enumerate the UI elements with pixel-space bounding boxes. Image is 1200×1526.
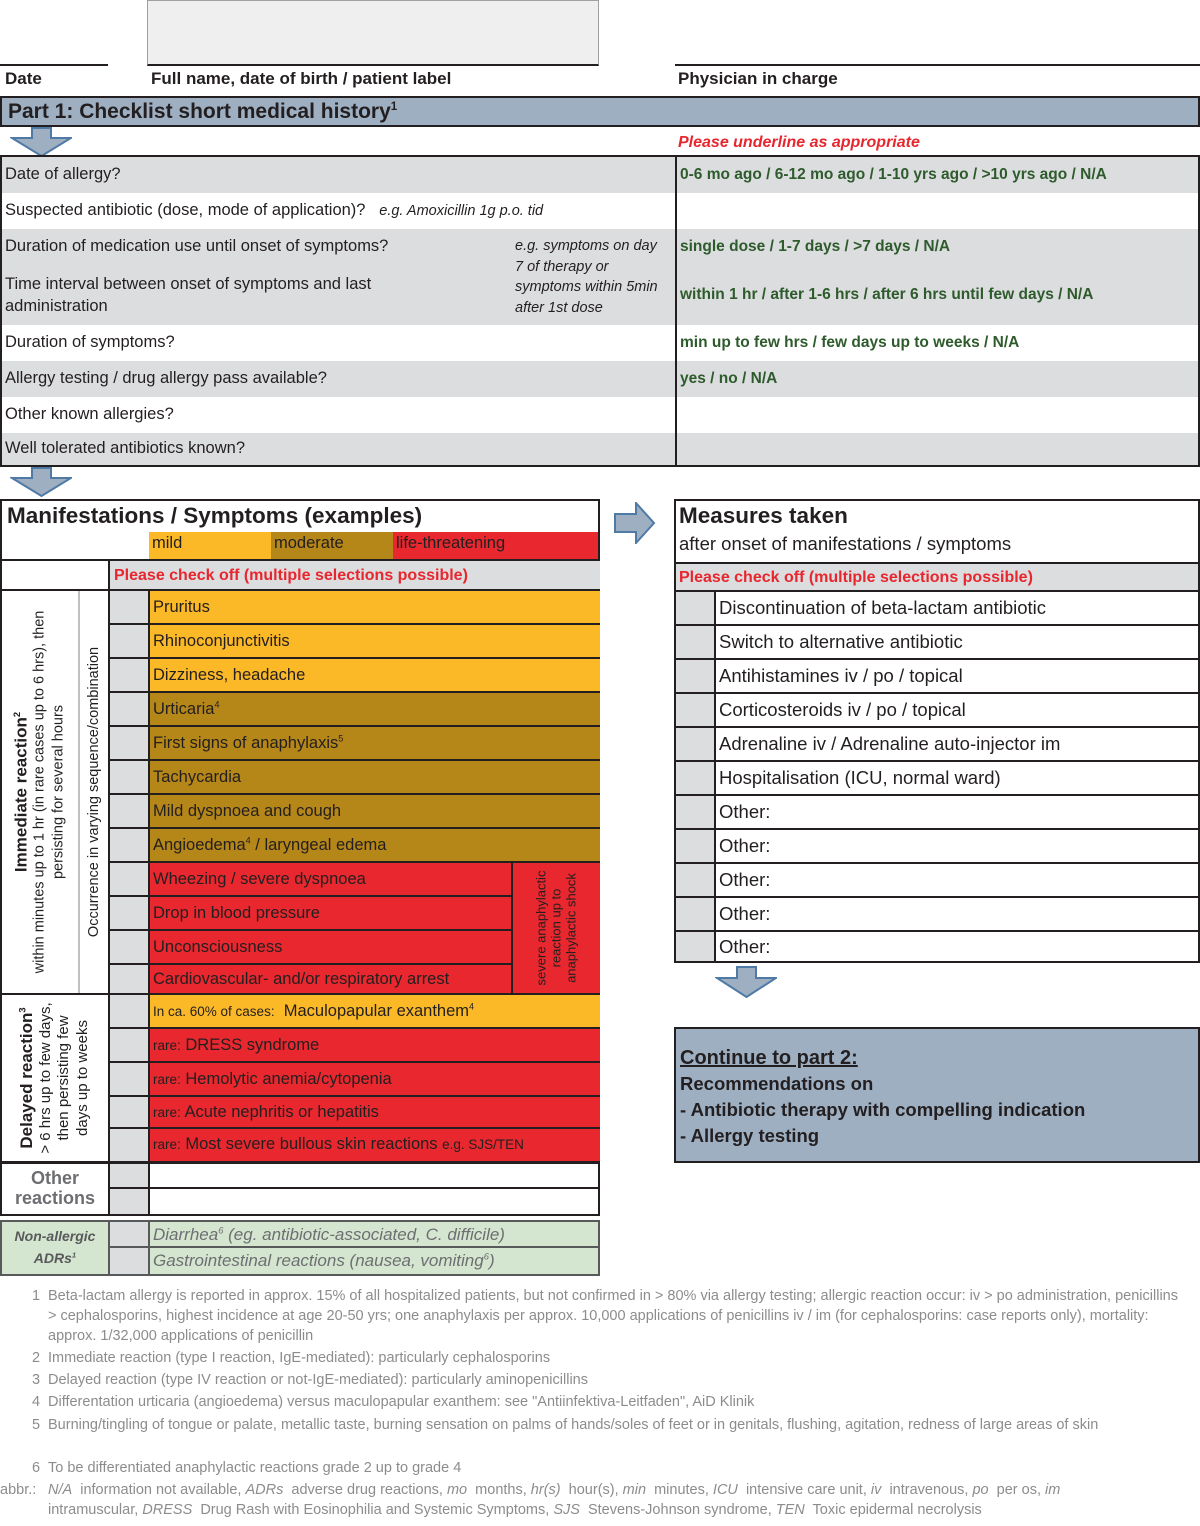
legend-life-threatening: life-threatening [393,532,598,559]
checkbox[interactable] [110,727,150,761]
part1-title: Part 1: Checklist short medical history$^1$ [0,96,1200,127]
history-table [0,155,1200,467]
abbreviation-term: im [1045,1482,1061,1498]
patient-label: Full name, date of birth / patient label [151,69,452,88]
history-question: Suspected antibiotic (dose, mode of application)? e.g. Amoxicillin 1g p.o. tid [5,201,544,219]
continue-line: - Allergy testing [680,1125,820,1146]
checkbox[interactable] [110,1029,150,1063]
measures-list [676,592,1200,961]
abbreviation-meaning: per os, [988,1482,1046,1498]
footnote-number: 2 [32,1350,41,1366]
checkbox[interactable] [110,1222,150,1248]
abbreviation-term: min [622,1482,647,1498]
history-question: Allergy testing / drug allergy pass available? [5,369,327,387]
non-allergic-block [0,1220,600,1276]
other-reaction-field[interactable] [150,1164,598,1189]
checkbox[interactable] [110,897,150,931]
checkbox[interactable] [110,995,150,1029]
checkbox[interactable] [110,1248,150,1274]
non-allergic-label: Non-allergic ADRs$^1$ [14,1228,96,1266]
checkbox[interactable] [676,932,716,961]
history-row-timing [2,229,1198,325]
symptom-item: Mild dyspnoea and cough [150,795,600,829]
history-question: Duration of medication use until onset of symptoms? [5,237,389,255]
continue-title[interactable]: Continue to part 2: [680,1047,858,1069]
measure-item-other[interactable]: Other: [676,932,1200,961]
abbreviation-meaning: Drug Rash with Eosinophilia and Systemic Symptoms, [192,1502,554,1518]
column-divider [675,157,677,465]
immediate-reaction-label [2,591,78,993]
arrow-down-icon [715,966,777,998]
abbreviation-term: hr(s) [530,1482,561,1498]
other-reactions-label: Other reactions [14,1168,96,1208]
history-answer-options[interactable]: yes / no / N/A [680,370,778,387]
checkbox[interactable] [110,761,150,795]
measure-item: Switch to alternative antibiotic [676,626,1200,660]
arrow-right-icon [614,502,656,544]
checkbox[interactable] [110,863,150,897]
checkbox[interactable] [110,659,150,693]
history-question: Duration of symptoms? [5,333,175,351]
history-question: Date of allergy? [5,165,121,183]
symptom-item: Unconsciousness [150,931,513,965]
physician-label: Physician in charge [678,69,838,88]
delayed-reaction-title: Delayed reaction$^3$ [17,1007,36,1149]
delayed-reaction-subtitle: > 6 hrs up to few days, then persisting few days up to weeks [36,1002,91,1154]
symptom-item: First signs of anaphylaxis$^5$ [150,727,600,761]
abbreviation-term: TEN [775,1502,805,1518]
other-reactions-block [0,1161,600,1216]
checkbox[interactable] [110,1189,150,1214]
footnote-number: 4 [32,1394,41,1410]
history-row [2,433,1198,465]
checkbox[interactable] [110,1164,150,1189]
history-answer-options[interactable]: min up to few hrs / few days up to weeks / N/A [680,334,1020,351]
footnote-text: To be differentiated anaphylactic reactions grade 2 up to grade 4 [48,1460,462,1476]
delayed-reaction-block [0,993,600,1163]
abbreviations-label: abbr.: [0,1482,37,1498]
footnote-number: 5 [32,1417,41,1433]
measure-item: Discontinuation of beta-lactam antibiotic [676,592,1200,626]
history-answer-options[interactable]: 0-6 mo ago / 6-12 mo ago / 1-10 yrs ago / >10 yrs ago / N/A [680,166,1107,183]
abbreviation-meaning: hour(s), [560,1482,623,1498]
date-label: Date [5,69,42,88]
checkbox[interactable] [676,694,716,726]
occurrence-label: Occurrence in varying sequence/combination [86,646,102,938]
continue-line: Recommendations on [680,1073,874,1094]
history-question: Well tolerated antibiotics known? [5,439,245,457]
checkbox[interactable] [110,693,150,727]
checkbox[interactable] [110,1097,150,1129]
timing-example-text: e.g. symptoms on day 7 of therapy or symptoms within 5min after 1st dose [515,238,658,316]
footnote-number: 1 [32,1288,41,1304]
arrow-down-icon [10,467,72,497]
abbreviation-meaning: minutes, [646,1482,713,1498]
checkbox[interactable] [110,625,150,659]
non-allergic-item: Gastrointestinal reactions (nausea, vomiting$^6$) [153,1251,495,1270]
manifestations-check-row [0,561,600,591]
abbreviation-term: SJS [553,1502,580,1518]
symptom-item: Drop in blood pressure [150,897,513,931]
checkbox[interactable] [110,1063,150,1097]
abbreviation-meaning: adverse drug reactions, [283,1482,447,1498]
measure-item: Corticosteroids iv / po / topical [676,694,1200,728]
checkbox[interactable] [676,626,716,658]
abbreviation-meaning: Toxic epidermal necrolysis [804,1502,982,1518]
check-note: Please check off (multiple selections possible) [114,567,468,584]
footnote-text: Burning/tingling of tongue or palate, metallic taste, burning sensation on palms of hands/soles of feet or in genitals, flushing, agitation, redness of large areas of skin [48,1417,1099,1433]
measure-item-other[interactable]: Other: [676,864,1200,898]
footnote-number: 3 [32,1372,41,1388]
checkbox[interactable] [676,592,716,624]
history-row [2,361,1198,397]
footnote-text: Immediate reaction (type I reaction, IgE-mediated): particularly cephalosporins [48,1350,551,1366]
footnote-text: Delayed reaction (type IV reaction or not-IgE-mediated): particularly aminopenicillins [48,1372,588,1388]
delayed-items [110,995,598,1161]
abbreviation-term: ICU [712,1482,738,1498]
checkbox[interactable] [110,591,150,625]
history-question: Time interval between onset of symptoms and last administration [5,275,372,315]
immediate-reaction-subtitle: within minutes up to 1 hr (in rare cases up to 6 hrs), then persisting for several hours [31,610,67,974]
symptom-item: rare: Acute nephritis or hepatitis [150,1097,600,1129]
abbreviation-term: N/A [48,1482,73,1498]
measure-item-other[interactable]: Other: [676,830,1200,864]
checkbox[interactable] [110,829,150,863]
severe-anaphylaxis-note: severe anaphylactic reaction up to anaphylactic shock [513,863,600,993]
history-question: Other known allergies? [5,405,174,423]
manifestations-title: Manifestations / Symptoms (examples) [7,503,423,528]
checkbox[interactable] [110,795,150,829]
abbreviation-term: mo [446,1482,468,1498]
check-note-cell [108,561,600,589]
immediate-reaction-block [0,589,600,995]
immediate-items [110,591,598,993]
abbreviation-term: DRESS [142,1502,193,1518]
history-row [2,157,1198,193]
abbreviation-meaning: months, [467,1482,531,1498]
abbreviation-meaning: information not available, [72,1482,246,1498]
measure-item: Hospitalisation (ICU, normal ward) [676,762,1200,796]
measure-item-other[interactable]: Other: [676,796,1200,830]
other-reaction-field[interactable] [150,1189,598,1214]
symptom-item: Wheezing / severe dyspnoea [150,863,513,897]
footnote-text: Differentation urticaria (angioedema) versus maculopapular exanthem: see "Antiinfektiva-Leitfaden", AiD Klinik [48,1394,755,1410]
continue-line: - Antibiotic therapy with compelling indication [680,1099,1086,1120]
arrow-down-icon [10,127,72,157]
footnotes [0,1286,1200,1526]
date-line [0,64,108,66]
footnote-text: Beta-lactam allergy is reported in approx. 15% of all hospitalized patients, but not confirmed in > 80% via allergy testing; allergic reaction occur: iv > po administration, penicillins > cephalosporins, highest incidence at age 20-50 yrs; one anaphylaxis per approx. 10,000 applications of penicillins iv / im (for cephalosporins: case reports only), mortality: approx. 1/32,000 applications of penicillin [48,1288,1178,1344]
abbreviation-term: po [972,1482,989,1498]
history-row [2,193,1198,229]
legend-mild: mild [149,532,271,559]
abbreviation-meaning: intensive care unit, [737,1482,871,1498]
symptom-item: Tachycardia [150,761,600,795]
symptom-item: rare: Hemolytic anemia/cytopenia [150,1063,600,1097]
symptom-item: Angioedema$^4$ / laryngeal edema [150,829,600,863]
symptom-item: Cardiovascular- and/or respiratory arrest [150,965,513,993]
measures-block [674,499,1200,963]
symptom-item: rare: Most severe bullous skin reactions e.g. SJS/TEN [150,1129,600,1161]
legend-moderate: moderate [271,532,393,559]
checkbox[interactable] [676,762,716,794]
measures-check-note-row [676,562,1198,592]
history-row [2,325,1198,361]
abbreviation-term: iv [870,1482,882,1498]
symptom-item: rare: DRESS syndrome [150,1029,600,1063]
footnote-number: 6 [32,1460,41,1476]
checkbox[interactable] [110,1129,150,1161]
symptom-item: Urticaria$^4$ [150,693,600,727]
abbreviations-list [48,1480,1148,1520]
checkbox[interactable] [676,864,716,896]
continue-to-part2-box[interactable] [674,1027,1200,1163]
symptom-item: In ca. 60% of cases: Maculopapular exanthem$^4$ [150,995,600,1029]
non-allergic-item: Diarrhea$^6$ (eg. antibiotic-associated, C. difficile) [150,1222,598,1248]
measure-item: Antihistamines iv / po / topical [676,660,1200,694]
symptom-item: Dizziness, headache [150,659,600,693]
abbreviation-meaning: Stevens-Johnson syndrome, [579,1502,776,1518]
checkbox[interactable] [110,931,150,965]
checkbox[interactable] [676,728,716,760]
history-answer-options[interactable]: single dose / 1-7 days / >7 days / N/A [680,238,951,255]
underline-note: Please underline as appropriate [678,134,920,151]
physician-line [675,64,1200,66]
patient-label-field[interactable] [147,0,599,66]
checkbox[interactable] [676,830,716,862]
manifestations-header [0,499,600,561]
delayed-reaction-label [2,995,108,1161]
measure-item-other[interactable]: Other: [676,898,1200,932]
abbreviation-term: ADRs [245,1482,284,1498]
abbreviation-meaning: intramuscular, [48,1482,1065,1518]
history-row [2,397,1198,433]
checkbox[interactable] [676,898,716,930]
measures-subtitle: after onset of manifestations / symptoms [679,533,1012,554]
abbreviation-meaning: intravenous, [881,1482,973,1498]
example-text: e.g. Amoxicillin 1g p.o. tid [379,203,544,219]
symptom-item: Rhinoconjunctivitis [150,625,600,659]
symptom-item: Pruritus [150,591,600,625]
measure-item: Adrenaline iv / Adrenaline auto-injector im [676,728,1200,762]
check-note: Please check off (multiple selections possible) [679,569,1033,586]
measures-title: Measures taken [679,503,848,528]
history-answer-options[interactable]: within 1 hr / after 1-6 hrs / after 6 hrs until few days / N/A [680,286,1094,303]
checkbox[interactable] [676,660,716,692]
immediate-reaction-title: Immediate reaction$^2$ [11,711,31,873]
checkbox[interactable] [676,796,716,828]
checkbox[interactable] [110,965,150,993]
